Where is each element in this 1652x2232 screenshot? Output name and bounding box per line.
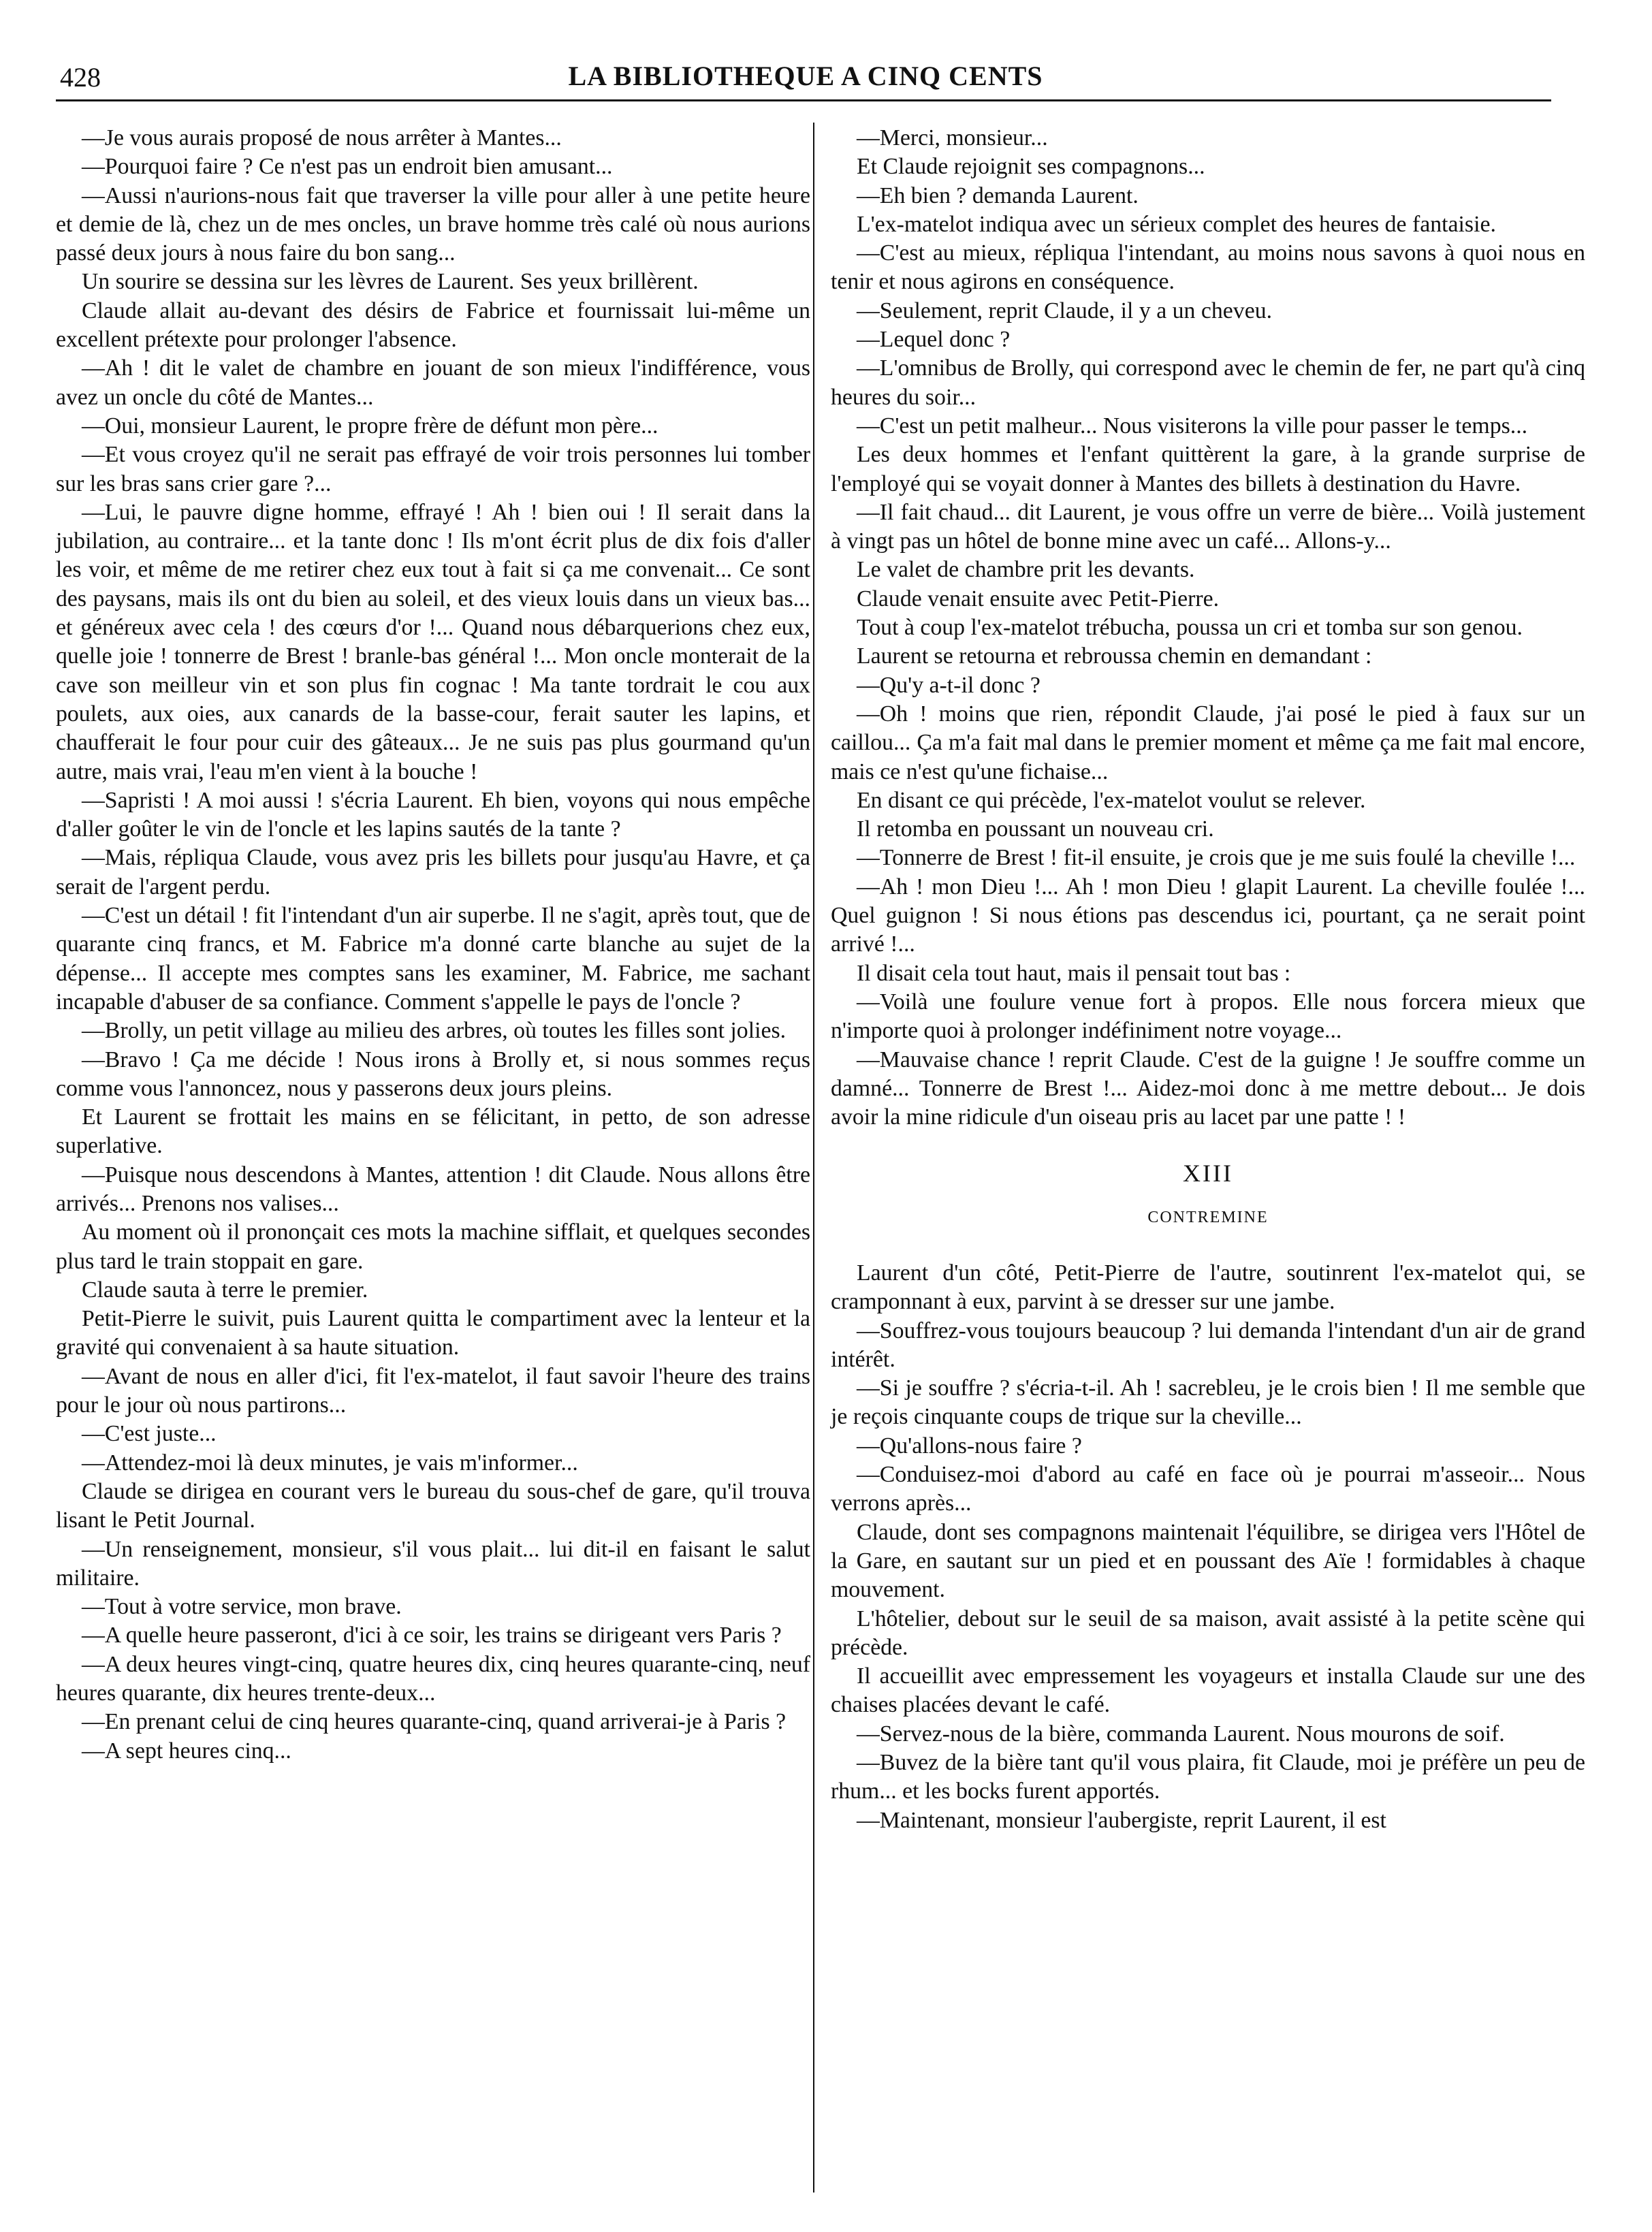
paragraph: Laurent se retourna et rebroussa chemin en demandant : [857, 643, 1372, 669]
paragraph: —Ah ! mon Dieu !... Ah ! mon Dieu ! glapit Laurent. La cheville foulée !... Quel guignon ! Si nous étions pas descendus ici, pourtant, ça ne serait point arrivé !... [831, 874, 1585, 957]
paragraph: —Et vous croyez qu'il ne serait pas effrayé de voir trois personnes lui tomber sur les bras sans crier gare ?... [56, 442, 810, 496]
column-divider [813, 123, 814, 2193]
paragraph: Il disait cela tout haut, mais il pensait tout bas : [857, 960, 1291, 986]
paragraph: Tout à coup l'ex-matelot trébucha, poussa un cri et tomba sur son genou. [857, 615, 1523, 641]
paragraph: —Je vous aurais proposé de nous arrêter à Mantes... [82, 125, 562, 150]
paragraph: —Un renseignement, monsieur, s'il vous plait... lui dit-il en faisant le salut militaire. [56, 1536, 810, 1591]
paragraph: —Mais, répliqua Claude, vous avez pris les billets pour jusqu'au Havre, et ça serait de l'argent perdu. [56, 845, 810, 899]
paragraph: Claude sauta à terre le premier. [82, 1277, 368, 1303]
paragraph: —Sapristi ! A moi aussi ! s'écria Laurent. Eh bien, voyons qui nous empêche d'aller goûter le vin de l'oncle et les lapins sautés de la tante ? [56, 787, 810, 842]
paragraph: Et Laurent se frottait les mains en se félicitant, in petto, de son adresse superlative. [56, 1104, 810, 1159]
paragraph: —Qu'allons-nous faire ? [857, 1433, 1082, 1458]
paragraph: —Eh bien ? demanda Laurent. [857, 182, 1139, 208]
paragraph: Claude se dirigea en courant vers le bureau du sous-chef de gare, qu'il trouva lisant le Petit Journal. [56, 1478, 810, 1533]
paragraph: Petit-Pierre le suivit, puis Laurent quitta le compartiment avec la lenteur et la gravité qui convenaient à sa haute situation. [56, 1306, 810, 1360]
paragraph: —Attendez-moi là deux minutes, je vais m'informer... [82, 1450, 578, 1476]
paragraph: —C'est juste... [82, 1421, 217, 1447]
paragraph: —Puisque nous descendons à Mantes, attention ! dit Claude. Nous allons être arrivés... Prenons nos valises... [56, 1162, 810, 1216]
paragraph: —Lequel donc ? [857, 327, 1011, 353]
paragraph: —C'est un détail ! fit l'intendant d'un air superbe. Il ne s'agit, après tout, que de quarante cinq francs, et M. Fabrice m'a donné carte blanche au sujet de la dépense... Il accepte mes comptes sans les examiner, M. Fabrice, me sachant incapable d'abuser de sa confiance. Comment s'appelle le pays de l'oncle ? [56, 903, 810, 1015]
paragraph: —C'est au mieux, répliqua l'intendant, au moins nous savons à quoi nous en tenir et nous agirons en conséquence. [831, 240, 1585, 295]
paragraph: —Pourquoi faire ? Ce n'est pas un endroit bien amusant... [82, 154, 613, 180]
paragraph: Le valet de chambre prit les devants. [857, 557, 1195, 583]
paragraph: Il retomba en poussant un nouveau cri. [857, 816, 1214, 842]
paragraph: Un sourire se dessina sur les lèvres de Laurent. Ses yeux brillèrent. [82, 269, 699, 295]
paragraph: —Si je souffre ? s'écria-t-il. Ah ! sacrebleu, je le crois bien ! Il me semble que je reçois cinquante coups de trique sur la cheville... [831, 1375, 1585, 1430]
paragraph: —Tout à votre service, mon brave. [82, 1594, 402, 1620]
chapter-number: XIII [1183, 1160, 1233, 1187]
paragraph: Les deux hommes et l'enfant quittèrent la gare, à la grande surprise de l'employé qui se voyait donner à Mantes des billets à destination du Havre. [831, 442, 1585, 496]
paragraph: L'ex-matelot indiqua avec un sérieux complet des heures de fantaisie. [857, 211, 1496, 237]
paragraph: Claude allait au-devant des désirs de Fabrice et fournissait lui-même un excellent prétexte pour prolonger l'absence. [56, 298, 810, 353]
paragraph: —En prenant celui de cinq heures quarante-cinq, quand arriverai-je à Paris ? [82, 1709, 787, 1735]
paragraph: —Qu'y a-t-il donc ? [857, 672, 1041, 698]
paragraph: —Oui, monsieur Laurent, le propre frère de défunt mon père... [82, 413, 658, 439]
paragraph: —A sept heures cinq... [82, 1738, 291, 1764]
paragraph: —Mauvaise chance ! reprit Claude. C'est de la guigne ! Je souffre comme un damné... Tonnerre de Brest !... Aidez-moi donc à me mettre debout... Je dois avoir la mine ridicule d'un oiseau pris au lacet par une patte ! ! [831, 1047, 1585, 1130]
paragraph: L'hôtelier, debout sur le seuil de sa maison, avait assisté à la petite scène qui précède. [831, 1606, 1585, 1660]
running-header [60, 57, 1551, 98]
paragraph: —Avant de nous en aller d'ici, fit l'ex-matelot, il faut savoir l'heure des trains pour le jour où nous partirons... [56, 1363, 810, 1418]
paragraph: —Ah ! dit le valet de chambre en jouant de son mieux l'indifférence, vous avez un oncle du côté de Mantes... [56, 355, 810, 410]
right-column-text-bottom [831, 1259, 1585, 1835]
paragraph: Claude, dont ses compagnons maintenait l'équilibre, se dirigea vers l'Hôtel de la Gare, en sautant sur un pied et en poussant des Aïe ! formidables à chaque mouvement. [831, 1519, 1585, 1603]
chapter-title: CONTREMINE [1147, 1208, 1269, 1226]
running-title: LA BIBLIOTHEQUE A CINQ CENTS [568, 61, 1043, 91]
right-column [831, 124, 1585, 1835]
left-column [56, 124, 810, 1766]
paragraph: Il accueillit avec empressement les voyageurs et installa Claude sur une des chaises placées devant le café. [831, 1663, 1585, 1718]
right-column-text-top [831, 124, 1585, 1132]
paragraph: —A quelle heure passeront, d'ici à ce soir, les trains se dirigeant vers Paris ? [82, 1623, 782, 1648]
paragraph: —Conduisez-moi d'abord au café en face où je pourrai m'asseoir... Nous verrons après... [831, 1462, 1585, 1516]
paragraph: Et Claude rejoignit ses compagnons... [857, 154, 1205, 180]
paragraph: —Merci, monsieur... [857, 125, 1048, 150]
paragraph: En disant ce qui précède, l'ex-matelot voulut se relever. [857, 787, 1366, 813]
paragraph: —Lui, le pauvre digne homme, effrayé ! Ah ! bien oui ! Il serait dans la jubilation, au contraire... et la tante donc ! Ils m'ont écrit plus de dix fois d'aller les voir, et même de me retirer chez eux tout à fait si ça me convenait... Ce sont des paysans, mais ils ont du bien au soleil, et des vieux louis dans un vieux bas... et généreux avec cela ! des cœurs d'or !... Quand nous débarquerions chez eux, quelle joie ! tonnerre de Brest ! branle-bas général !... Mon oncle monterait de la cave son meilleur vin et son plus fin cognac ! Ma tante tordrait le cou aux poulets, aux oies, aux canards de la basse-cour, ferait sauter les lapins, et chaufferait le four pour cuir des gâteaux... Je ne suis pas plus gourmand qu'un autre, mais vrai, l'eau m'en vient à la bouche ! [56, 499, 810, 784]
paragraph: —Tonnerre de Brest ! fit-il ensuite, je crois que je me suis foulé la cheville !... [857, 845, 1576, 871]
paragraph: —Oh ! moins que rien, répondit Claude, j'ai posé le pied à faux sur un caillou... Ça m'a fait mal dans le premier moment et même ça me fait mal encore, mais ce n'est qu'une fichaise... [831, 701, 1585, 784]
paragraph: —Voilà une foulure venue fort à propos. Elle nous forcera mieux que n'importe quoi à prolonger indéfiniment notre voyage... [831, 989, 1585, 1044]
paragraph: —Seulement, reprit Claude, il y a un cheveu. [857, 298, 1273, 323]
paragraph: —Buvez de la bière tant qu'il vous plaira, fit Claude, moi je préfère un peu de rhum... et les bocks furent apportés. [831, 1750, 1585, 1804]
page-number: 428 [60, 62, 101, 93]
paragraph: —Servez-nous de la bière, commanda Laurent. Nous mourons de soif. [857, 1721, 1505, 1747]
paragraph: —Brolly, un petit village au milieu des arbres, où toutes les filles sont jolies. [82, 1018, 787, 1044]
paragraph: —Souffrez-vous toujours beaucoup ? lui demanda l'intendant d'un air de grand intérêt. [831, 1318, 1585, 1372]
header-rule [56, 99, 1551, 101]
paragraph: Au moment où il prononçait ces mots la machine sifflait, et quelques secondes plus tard le train stoppait en gare. [56, 1219, 810, 1274]
paragraph: —Aussi n'aurions-nous fait que traverser la ville pour aller à une petite heure et demie de là, chez un de mes oncles, un brave homme très calé où nous aurions passé deux jours à nous faire du bon sang... [56, 182, 810, 266]
paragraph: Laurent d'un côté, Petit-Pierre de l'autre, soutinrent l'ex-matelot qui, se cramponnant à eux, parvint à se dresser sur une jambe. [831, 1260, 1585, 1315]
paragraph: Claude venait ensuite avec Petit-Pierre. [857, 586, 1220, 611]
paragraph: —Il fait chaud... dit Laurent, je vous offre un verre de bière... Voilà justement à vingt pas un hôtel de bonne mine avec un café... Allons-y... [831, 499, 1585, 554]
paragraph: —C'est un petit malheur... Nous visiterons la ville pour passer le temps... [857, 413, 1528, 439]
paragraph: —L'omnibus de Brolly, qui correspond avec le chemin de fer, ne part qu'à cinq heures du soir... [831, 355, 1585, 410]
paragraph: —Maintenant, monsieur l'aubergiste, reprit Laurent, il est [857, 1807, 1386, 1833]
paragraph: —A deux heures vingt-cinq, quatre heures dix, cinq heures quarante-cinq, neuf heures quarante, dix heures trente-deux... [56, 1651, 810, 1706]
paragraph: —Bravo ! Ça me décide ! Nous irons à Brolly et, si nous sommes reçus comme vous l'annoncez, nous y passerons deux jours pleins. [56, 1047, 810, 1101]
